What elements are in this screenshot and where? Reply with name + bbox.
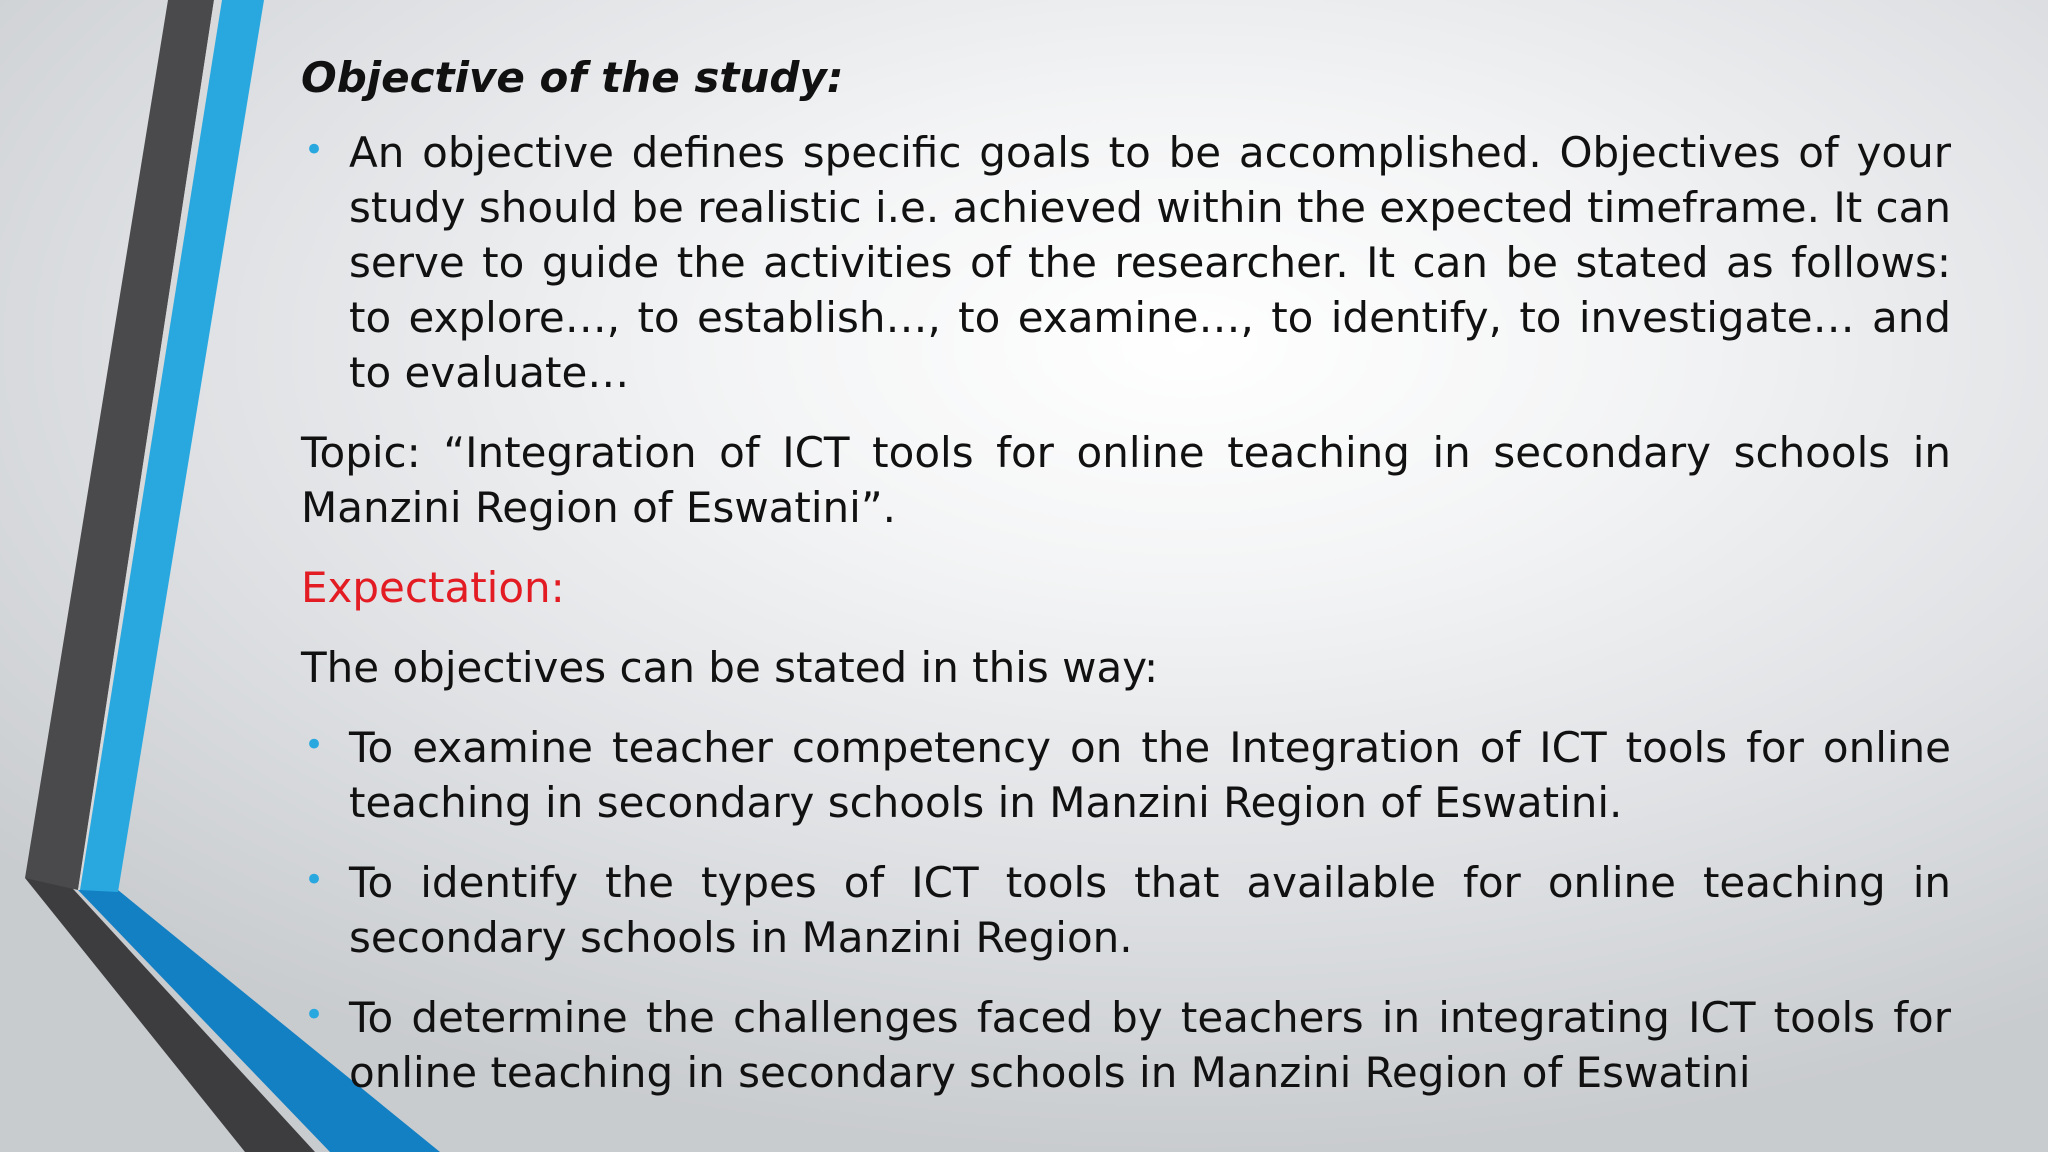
slide-content — [301, 50, 1951, 1125]
objective-bullet-1 — [301, 720, 1951, 830]
objectives-intro: The objectives can be stated in this way: — [301, 643, 1159, 692]
objective-text: To determine the challenges faced by teachers in integrating ICT tools for online teaching in secondary schools in Manzini Region of Eswatini — [349, 993, 1951, 1097]
topic-text: Topic: “Integration of ICT tools for online teaching in secondary schools in Manzini Region of Eswatini”. — [301, 428, 1951, 532]
slide-heading: Objective of the study: — [301, 53, 844, 102]
intro-bullet-text: An objective defines specific goals to be accomplished. Objectives of your study should be realistic i.e. achieved within the expected timeframe. It can serve to guide the activities of the researcher. It can be stated as follows: to explore…, to establish…, to examine…, to identify, to investigate… and to evaluate… — [349, 128, 1951, 397]
objective-text: To identify the types of ICT tools that available for online teaching in secondary schools in Manzini Region. — [349, 858, 1951, 962]
objective-text: To examine teacher competency on the Integration of ICT tools for online teaching in secondary schools in Manzini Region of Eswatini. — [349, 723, 1951, 827]
objective-bullet-3 — [301, 990, 1951, 1100]
expectation-label: Expectation: — [301, 563, 565, 612]
objective-bullet-2 — [301, 855, 1951, 965]
intro-bullet — [301, 125, 1951, 400]
